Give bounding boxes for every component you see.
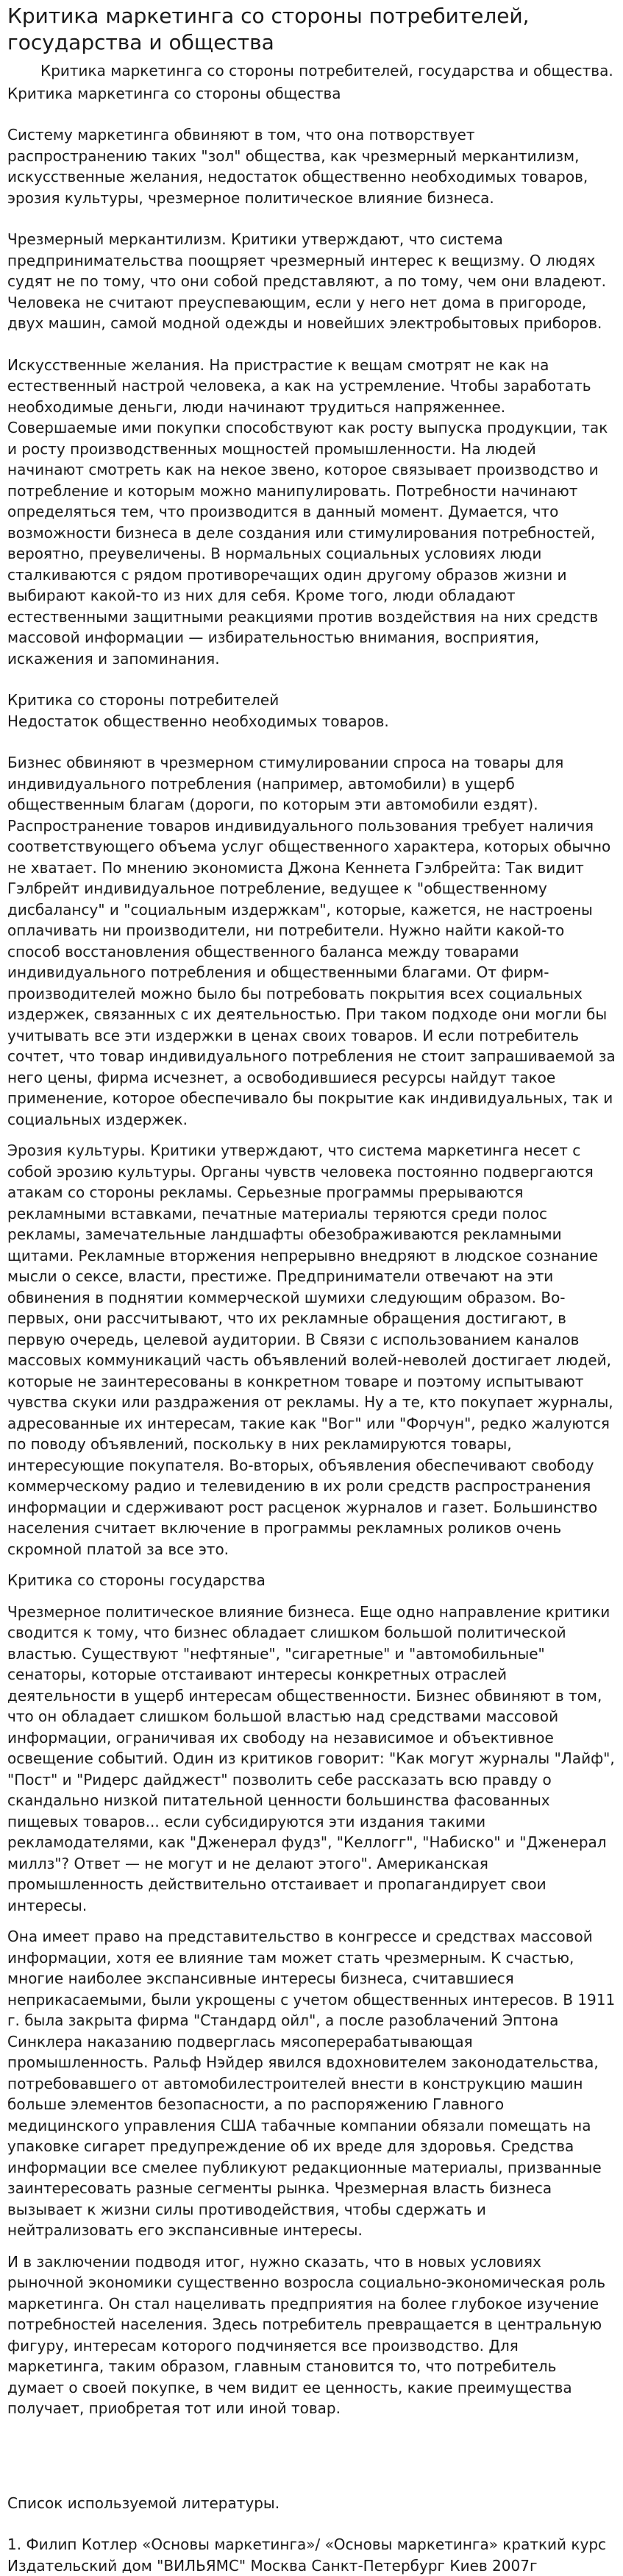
spacer	[7, 2419, 616, 2493]
page-title: Критика маркетинга со стороны потребителей, государства и общества	[7, 4, 530, 54]
section-subheading-consumers: Недостаток общественно необходимых товаров.	[7, 712, 389, 730]
section-heading-society: Критика маркетинга со стороны общества	[7, 84, 341, 102]
paragraph-erosion: Эрозия культуры. Критики утверждают, что система маркетинга несет с собой эрозию культуры. Органы чувств человека постоянно подвергаются атакам со стороны рекламы. Серьезные программы прерываются рекламными вставками, печатные материалы теряются среди полос рекламы, замечательные ландшафты обезображиваются рекламными щитами. Рекламные вторжения непрерывно внедряют в людское сознание мысли о сексе, власти, престиже. Предприниматели отвечают на эти обвинения в поднятии коммерческой шумихи следующим образом. Во-первых, они рассчитывают, что их рекламные обращения достигают, в первую очередь, целевой аудитории. В Связи с использованием каналов массовых коммуникаций часть объявлений волей-неволей достигает людей, которые не заинтересованы в конкретном товаре и поэтому испытывают чувства скуки или раздражения от рекламы. Ну а те, кто покупает журналы, адресованные их интересам, такие как "Вог" или "Форчун", редко жалуются по поводу объявлений, поскольку в них рекламируются товары, интересующие покупателя. Во-вторых, объявления обеспечивают свободу коммерческому радио и телевидению в их роли средств распространения информации и сдерживают рост расценок журналов и газет. Большинство населения считает включение в программы рекламных роликов очень скромной платой за все это.	[7, 1142, 613, 1558]
spacer	[7, 2241, 616, 2251]
paragraph-political: Чрезмерное политическое влияние бизнеса. Еще одно направление критики сводится к тому, что бизнес обладает слишком большой политической властью. Существуют "нефтяные", "сигаретные" и "автомобильные" сенаторы, которые отстаивают интересы конкретных отраслей деятельности в ущерб интересам общественности. Бизнес обвиняют в том, что он обладает слишком большой властью над средствами массовой информации, ограничивая их свободу на независимое и объективное освещение событий. Один из критиков говорит: "Как могут журналы "Лайф", "Пост" и "Ридерс дайджест" позволить себе рассказать всю правду о скандально низкой питательной ценности большинства фасованных пищевых товаров... если субсидируются эти издания такими рекламодателями, как "Дженерал фудз", "Келлогг", "Набиско" и "Дженерал миллз"? Ответ — не могут и не делают этого". Американская промышленность действительно отстаивает и пропагандирует свои интересы.	[7, 1602, 615, 1914]
spacer	[7, 1916, 616, 1926]
spacer	[7, 104, 616, 124]
page-subtitle: Критика маркетинга со стороны потребителей, государства и общества.	[40, 62, 613, 79]
reference-item: 1. Филип Котлер «Основы маркетинга»/ «Основы маркетинга» краткий курс Издательский дом "ВИЛЬЯМС" Москва Санкт-Петербург Киев 2007г	[7, 2536, 607, 2575]
paragraph-mercantilism: Чрезмерный меркантилизм. Критики утверждают, что система предпринимательства поощряет чрезмерный интерес к вещизму. О людях судят не по тому, что они собой представляют, а по тому, чем они владеют. Человека не считают преуспевающим, если у него нет дома в пригороде, двух машин, самой модной одежды и новейших электробытовых приборов.	[7, 230, 606, 332]
paragraph-conclusion: И в заключении подводя итог, нужно сказать, что в новых условиях рыночной экономики существенно возросла социально-экономическая роль маркетинга. Он стал нацеливать предприятия на более глубокое изучение потребностей населения. Здесь потребитель превращается в центральную фигуру, интересам которого подчиняется все производство. Для маркетинга, таким образом, главным становится то, что потребитель думает о своей покупке, в чем видит ее ценность, какие преимущества получает, приобретая тот или иной товар.	[7, 2252, 606, 2417]
spacer	[7, 2513, 616, 2534]
paragraph-artificial-desires: Искусственные желания. На пристрастие к вещам смотрят не как на естественный настрой человека, а как на устремление. Чтобы заработать необходимые деньги, люди начинают трудиться напряженнее. Совершаемые ими покупки способствуют как росту выпуска продукции, так и росту производственных мощностей промышленности. На людей начинают смотреть как на некое звено, которое связывает производство и потребление и которым можно манипулировать. Потребности начинают определяться тем, что производится в данный момент. Думается, что возможности бизнеса в деле создания или стимулирования потребностей, вероятно, преувеличены. В нормальных социальных условиях люди сталкиваются с рядом противоречащих один другому образов жизни и выбирают какой-то из них для себя. Кроме того, люди обладают естественными защитными реакциями против воздействия на них средств массовой информации — избирательностью внимания, восприятия, искажения и запоминания.	[7, 355, 608, 668]
spacer	[7, 732, 616, 752]
section-heading-state: Критика со стороны государства	[7, 1571, 266, 1589]
paragraph-representation: Она имеет право на представительство в конгрессе и средствах массовой информации, хотя ее влияние там может стать чрезмерным. К счастью, многие наиболее экспансивные интересы бизнеса, считавшиеся неприкасаемыми, были укрощены с учетом общественных интересов. В 1911 г. была закрыта фирма "Стандард ойл", а после разоблачений Эптона Синклера наказанию подверглась мясоперерабатывающая промышленность. Ральф Нэйдер явился вдохновителем законодательства, потребовавшего от автомобилестроителей внести в конструкцию машин больше элементов безопасности, а по распоряжению Главного медицинского управления США табачные компании обязали помещать на упаковке сигарет предупреждение об их вреде для здоровья. Средства информации все смелее публикуют редакционные материалы, призванные заинтересовать разные сегменты рынка. Чрезмерная власть бизнеса вызывает к жизни силы противодействия, чтобы сдержать и нейтрализовать его экспансивные интересы.	[7, 1928, 616, 2239]
spacer	[7, 1130, 616, 1140]
spacer	[7, 669, 616, 690]
paragraph-intro: Систему маркетинга обвиняют в том, что она потворствует распространению таких "зол" общества, как чрезмерный меркантилизм, искусственные желания, недостаток общественно необходимых товаров, эрозия культуры, чрезмерное политическое влияние бизнеса.	[7, 126, 588, 207]
references-title: Список используемой литературы.	[7, 2494, 280, 2512]
paragraph-business: Бизнес обвиняют в чрезмерном стимулировании спроса на товары для индивидуального потребления (например, автомобили) в ущерб общественным благам (дороги, по которым эти автомобили ездят). Распространение товаров индивидуального пользования требует наличия соответствующего объема услуг общественного характера, которых обычно не хватает. По мнению экономиста Джона Кеннета Гэлбрейта: Так видит Гэлбрейт индивидуальное потребление, ведущее к "общественному дисбалансу" и "социальным издержкам", которые, кажется, не настроены оплачивать ни производители, ни потребители. Нужно найти какой-то способ восстановления общественного баланса между товарами индивидуального потребления и общественными благами. От фирм-производителей можно было бы потребовать покрытия всех социальных издержек, связанных с их деятельностью. При таком подходе они могли бы учитывать все эти издержки в ценах своих товаров. И если потребитель сочтет, что товар индивидуального потребления не стоит запрашиваемой за него цены, фирма исчезнет, а освободившиеся ресурсы найдут такое применение, которое обеспечивало бы покрытие как индивидуальных, так и социальных издержек.	[7, 754, 616, 1128]
spacer	[7, 1560, 616, 1570]
spacer	[7, 208, 616, 229]
section-heading-consumers: Критика со стороны потребителей	[7, 691, 280, 709]
spacer	[7, 1591, 616, 1602]
spacer	[7, 334, 616, 355]
